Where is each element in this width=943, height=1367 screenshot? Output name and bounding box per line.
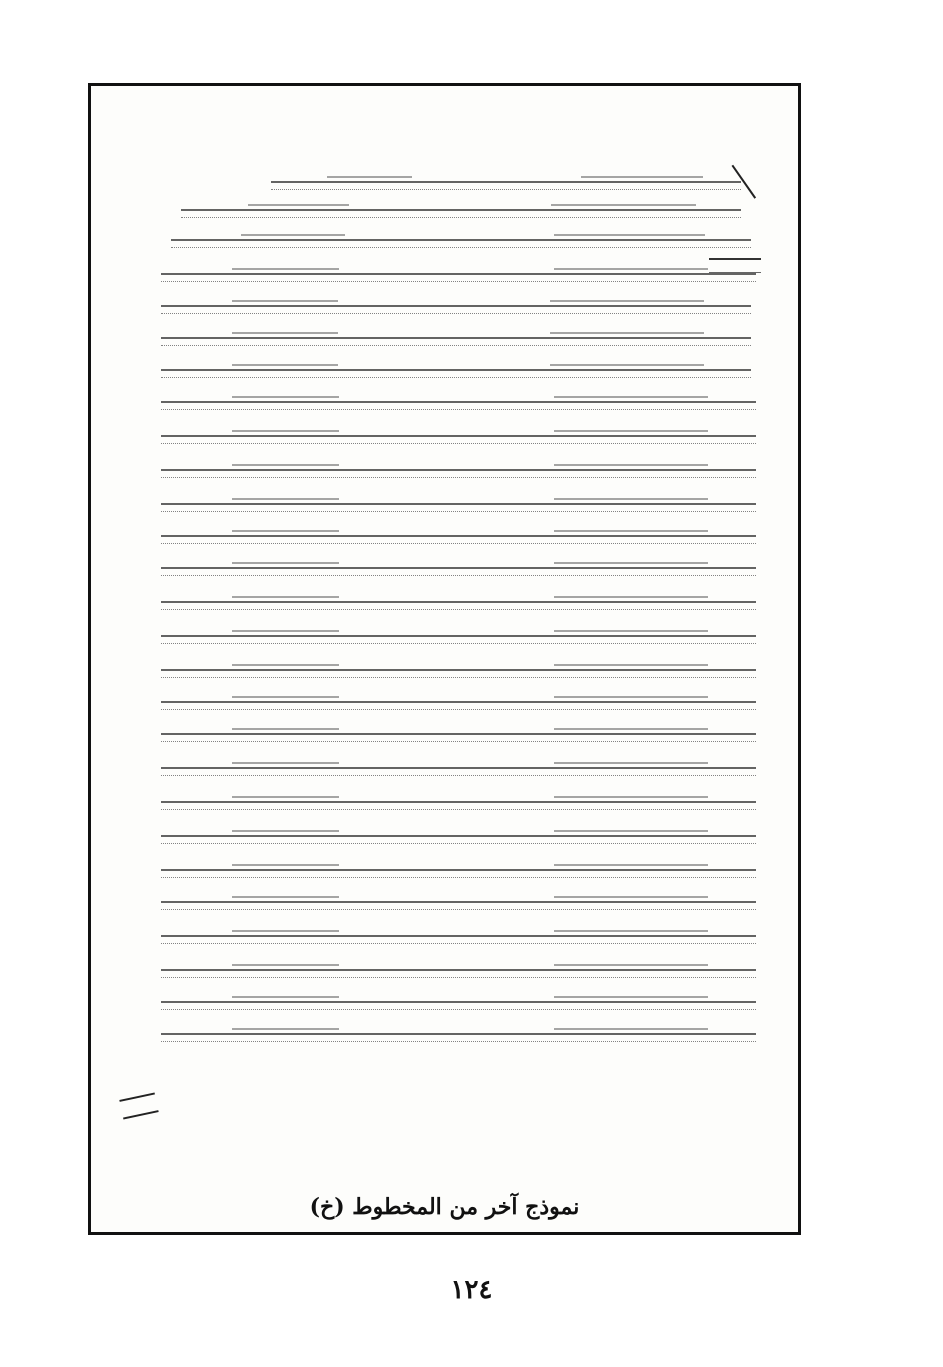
manuscript-line xyxy=(161,369,751,378)
manuscript-line xyxy=(161,767,756,776)
manuscript-line xyxy=(271,181,741,190)
manuscript-line xyxy=(161,535,756,544)
manuscript-line xyxy=(161,469,756,478)
manuscript-line xyxy=(181,209,741,218)
manuscript-line xyxy=(161,273,756,282)
manuscript-line xyxy=(161,503,756,512)
manuscript-line xyxy=(161,305,751,314)
manuscript-line xyxy=(161,701,756,710)
manuscript-line xyxy=(161,835,756,844)
manuscript-line xyxy=(161,1001,756,1010)
manuscript-line xyxy=(161,435,756,444)
manuscript-line xyxy=(161,969,756,978)
manuscript-line xyxy=(161,601,756,610)
manuscript-line xyxy=(161,733,756,742)
manuscript-line xyxy=(161,669,756,678)
margin-note xyxy=(709,258,761,273)
manuscript-line xyxy=(161,401,756,410)
manuscript-caption: نموذج آخر من المخطوط (خ) xyxy=(309,1194,580,1220)
manuscript-line xyxy=(171,239,751,248)
manuscript-line xyxy=(161,935,756,944)
manuscript-line xyxy=(161,337,751,346)
manuscript-line xyxy=(161,801,756,810)
manuscript-line xyxy=(161,635,756,644)
manuscript-line xyxy=(161,901,756,910)
manuscript-frame xyxy=(88,83,801,1235)
manuscript-line xyxy=(161,567,756,576)
manuscript-line xyxy=(161,869,756,878)
catchword xyxy=(119,1092,158,1119)
manuscript-image xyxy=(161,181,761,1121)
page-number: ١٢٤ xyxy=(450,1275,493,1305)
manuscript-line xyxy=(161,1033,756,1042)
